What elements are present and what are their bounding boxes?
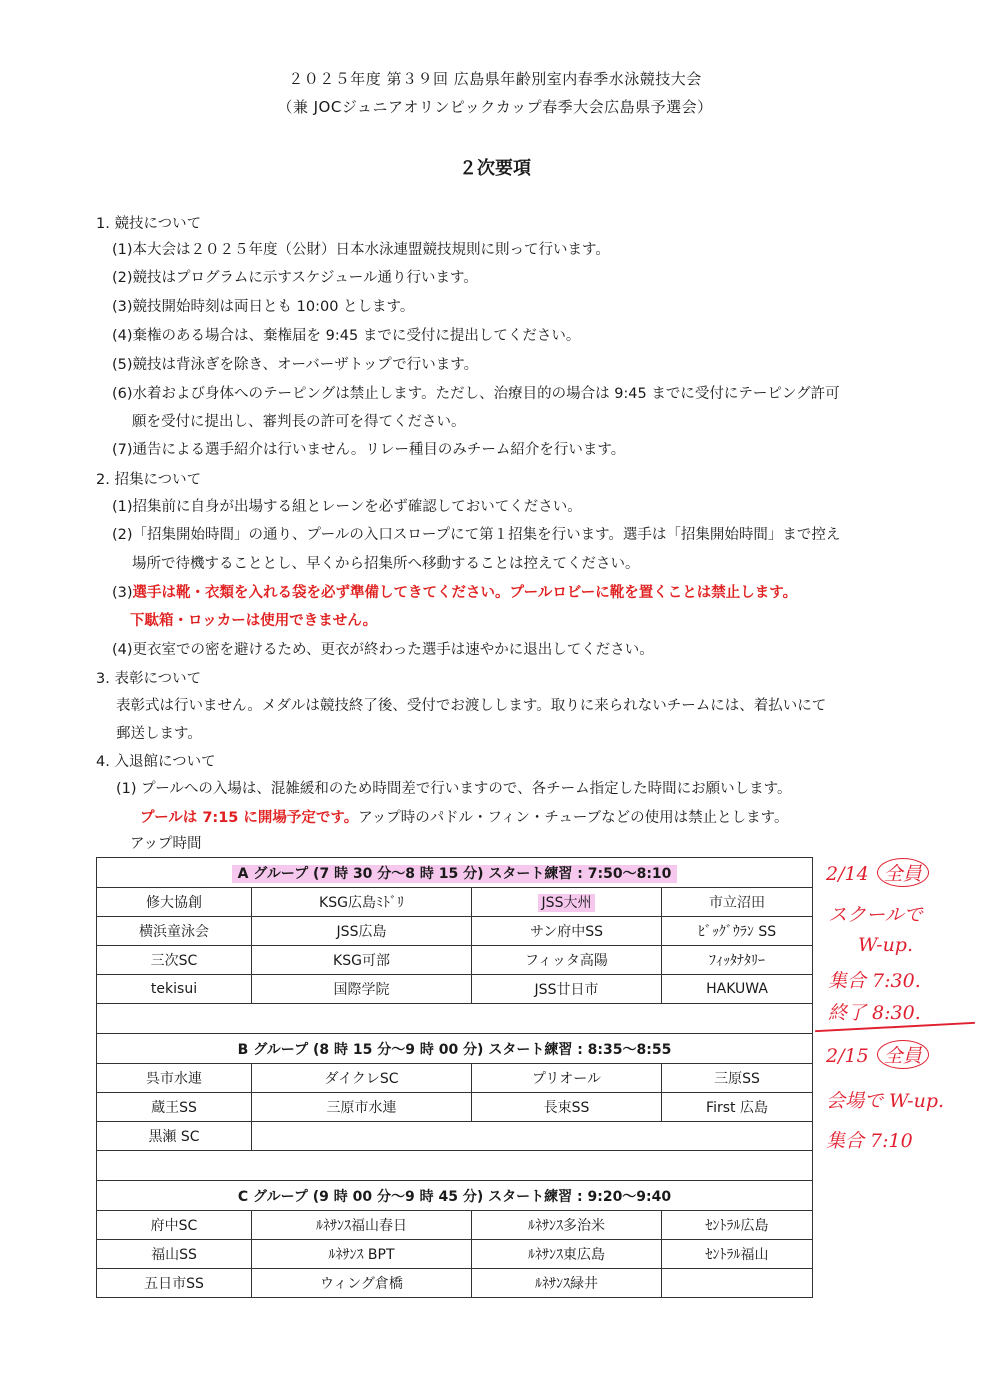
team-cell: [252, 1093, 472, 1122]
team-cell: [252, 1240, 472, 1269]
note-day1-line3: 集合 7:30.: [828, 970, 921, 992]
table-row: [97, 1122, 813, 1151]
team-cell: [472, 888, 662, 917]
team-cell: [472, 975, 662, 1004]
table-row: [97, 1093, 813, 1122]
section-line: [112, 240, 610, 260]
note-day1-line2: W-up.: [858, 934, 914, 956]
note-day1-line1: スクールで: [828, 904, 923, 926]
line-text: (5)競技は背泳ぎを除き、オーバーザトップで行います。: [112, 357, 479, 373]
group-header-cell: [97, 858, 813, 888]
team-name: HAKUWA: [706, 981, 768, 997]
team-cell: [472, 1240, 662, 1269]
team-name: 三原SS: [714, 1071, 760, 1087]
group-header-cell: [97, 1181, 813, 1211]
team-name: KSG広島ﾐﾄﾞﾘ: [319, 895, 404, 911]
team-name: ｾﾝﾄﾗﾙ福山: [705, 1247, 769, 1263]
group-header: B グループ (8 時 15 分〜9 時 00 分) スタート練習 : 8:35〜8:55: [237, 1041, 672, 1058]
table-row: [97, 946, 813, 975]
team-name: サン府中SS: [529, 924, 604, 940]
team-cell: [97, 917, 252, 946]
team-name: ｾﾝﾄﾗﾙ広島: [705, 1218, 769, 1234]
line-text: (3)競技開始時刻は両日とも 10:00 とします。: [112, 299, 415, 315]
note-day2-circled: 全員: [877, 1040, 929, 1069]
team-cell: [662, 975, 813, 1004]
line-text: (2)競技はプログラムに示すスケジュール通り行います。: [112, 270, 478, 286]
team-cell: [472, 1093, 662, 1122]
line-text: (1)招集前に自身が出場する組とレーンを必ず確認しておいてください。: [112, 499, 582, 515]
line-text: (7)通告による選手紹介は行いません。リレー種目のみチーム紹介を行います。: [112, 442, 626, 458]
team-cell: [97, 975, 252, 1004]
team-cell: [97, 1211, 252, 1240]
table-row: [97, 1064, 813, 1093]
line-text: 願を受付に提出し、審判長の許可を得てください。: [132, 414, 466, 430]
line-text: アップ時のパドル・フィン・チューブなどの使用は禁止とします。: [358, 810, 789, 826]
team-cell: [472, 1211, 662, 1240]
table-row: [97, 888, 813, 917]
team-name: JSS大州: [538, 894, 596, 912]
team-name: ﾙﾈｻﾝｽ東広島: [528, 1247, 605, 1263]
group-header: A グループ (7 時 30 分〜8 時 15 分) スタート練習 : 7:50〜8:10: [232, 865, 678, 883]
section-line: [116, 696, 826, 716]
team-cell: [97, 1122, 252, 1151]
section-line: [112, 440, 625, 460]
team-cell: [97, 1093, 252, 1122]
team-name: フィッタ高陽: [525, 953, 608, 969]
section-heading: 4. 入退館について: [96, 754, 216, 770]
line-text: 郵送します。: [116, 726, 202, 742]
note-day2-line2: 集合 7:10: [826, 1130, 913, 1152]
team-name: 三原市水連: [326, 1100, 397, 1116]
section-line: [112, 297, 414, 317]
team-name: JSS廿日市: [534, 982, 599, 998]
document-title: ２次要項: [459, 158, 531, 179]
line-text: (2)「招集開始時間」の通り、プールの入口スロープにて第１招集を行います。選手は「招集開始時間」まで控え: [112, 527, 841, 543]
table-row: [97, 917, 813, 946]
section-line: [132, 554, 640, 574]
team-cell: [662, 888, 813, 917]
team-name: ﾙﾈｻﾝｽ多治米: [528, 1218, 605, 1234]
line-prefix: (3): [112, 585, 133, 601]
spacer-row: [97, 1151, 813, 1181]
table-row: [97, 975, 813, 1004]
team-name: 三次SC: [150, 953, 198, 969]
team-name: First 広島: [706, 1100, 768, 1116]
schedule-table: [96, 857, 813, 1298]
team-cell: [252, 1064, 472, 1093]
section-line: [116, 724, 202, 744]
team-cell: [662, 1269, 813, 1298]
team-name: ダイクレSC: [324, 1071, 399, 1087]
team-cell: [252, 975, 472, 1004]
note-day1-circled: 全員: [877, 858, 929, 887]
table-row: [97, 1211, 813, 1240]
team-name: プリオール: [531, 1071, 602, 1087]
section-heading: 1. 競技について: [96, 216, 202, 232]
team-name: tekisui: [150, 981, 198, 997]
team-name: 呉市水連: [146, 1071, 202, 1087]
team-cell: [662, 1211, 813, 1240]
emphasis-text: 選手は靴・衣類を入れる袋を必ず準備してきてください。プールロビーに靴を置くことは禁止します。: [132, 585, 798, 601]
team-cell: [662, 917, 813, 946]
spacer-cell: [97, 1151, 813, 1181]
section-line: [132, 412, 466, 432]
team-name: 国際学院: [333, 982, 390, 998]
team-name: 福山SS: [151, 1247, 197, 1263]
team-cell: [662, 946, 813, 975]
team-name: 黒瀬 SC: [148, 1129, 200, 1145]
group-header-cell: [97, 1034, 813, 1064]
team-cell: [252, 1211, 472, 1240]
line-text: 表彰式は行いません。メダルは競技終了後、受付でお渡しします。取りに来られないチームには、着払いにて: [116, 698, 827, 714]
team-cell: [662, 1064, 813, 1093]
team-cell: [472, 1269, 662, 1298]
table-row: [97, 1240, 813, 1269]
line-text: (6)水着および身体へのテーピングは禁止します。ただし、治療目的の場合は 9:45 までに受付にテーピング許可: [112, 386, 840, 402]
team-cell: [97, 888, 252, 917]
team-name: ﾙﾈｻﾝｽ福山春日: [316, 1218, 407, 1234]
team-name: 横浜童泳会: [139, 924, 209, 940]
team-name: ﾙﾈｻﾝｽ緑井: [535, 1276, 598, 1292]
team-name: 蔵王SS: [151, 1100, 197, 1116]
section-line: [112, 583, 797, 603]
section-line: [112, 497, 582, 517]
team-cell: [252, 946, 472, 975]
section-line: [112, 640, 654, 660]
team-name: 五日市SS: [144, 1276, 204, 1292]
note-day1-line4: 終了 8:30.: [828, 1002, 921, 1024]
team-cell: [472, 917, 662, 946]
team-cell: [472, 946, 662, 975]
section-line: [112, 268, 478, 288]
group-header-row: [97, 1034, 813, 1064]
team-cell: [662, 1093, 813, 1122]
team-name: KSG可部: [333, 953, 390, 969]
table-caption: アップ時間: [130, 836, 202, 852]
team-name: 修大協創: [146, 895, 202, 911]
section-line: [112, 525, 840, 545]
team-name: 府中SC: [150, 1218, 198, 1234]
team-cell: [97, 1240, 252, 1269]
team-name: JSS広島: [336, 924, 387, 940]
note-day2-line1: 会場で W-up.: [826, 1090, 945, 1112]
line-text: (4)更衣室での密を避けるため、更衣が終わった選手は速やかに退出してください。: [112, 642, 654, 658]
team-name: ﾋﾞｯｸﾞｳﾗﾝ SS: [697, 924, 777, 940]
section-line: [116, 779, 791, 799]
section-line: [130, 611, 377, 631]
header-line-2: （兼 JOCジュニアオリンピックカップ春季大会広島県予選会）: [277, 98, 713, 116]
team-cell: [97, 1064, 252, 1093]
note-day2-heading: 2/15 全員: [826, 1040, 929, 1069]
team-name: 長束SS: [543, 1100, 590, 1116]
team-cell: [252, 888, 472, 917]
group-header: C グループ (9 時 00 分〜9 時 45 分) スタート練習 : 9:20〜9:40: [237, 1188, 672, 1205]
team-cell: [472, 1064, 662, 1093]
line-text: 場所で待機することとし、早くから招集所へ移動することは控えてください。: [132, 556, 640, 572]
line-text: (1)本大会は２０２５年度（公財）日本水泳連盟競技規則に則って行います。: [112, 242, 610, 258]
team-cell: [252, 1269, 472, 1298]
group-header-row: [97, 858, 813, 888]
spacer-cell: [97, 1004, 813, 1034]
line-text: (1) プールへの入場は、混雑緩和のため時間差で行いますので、各チーム指定した時間にお願いします。: [116, 781, 792, 797]
team-cell: [252, 1122, 813, 1151]
team-name: ウィング倉橋: [320, 1276, 403, 1292]
group-header-row: [97, 1181, 813, 1211]
section-line: [112, 326, 580, 346]
team-cell: [97, 1269, 252, 1298]
team-name: 市立沼田: [709, 895, 765, 911]
spacer-row: [97, 1004, 813, 1034]
section-line: [112, 384, 840, 404]
team-cell: [662, 1240, 813, 1269]
line-text: (4)棄権のある場合は、棄権届を 9:45 までに受付に提出してください。: [112, 328, 581, 344]
emphasis-text: プールは 7:15 に開場予定です。: [140, 810, 359, 826]
section-heading: 2. 招集について: [96, 472, 202, 488]
section-heading: 3. 表彰について: [96, 671, 202, 687]
header-line-1: ２０２５年度 第３９回 広島県年齢別室内春季水泳競技大会: [288, 70, 702, 88]
team-cell: [252, 917, 472, 946]
note-day1-heading: 2/14 全員: [826, 858, 929, 887]
section-line: [140, 808, 789, 828]
team-cell: [97, 946, 252, 975]
team-name: ﾌｨｯﾀﾅﾀﾘｰ: [709, 953, 765, 969]
table-row: [97, 1269, 813, 1298]
team-name: ﾙﾈｻﾝｽ BPT: [328, 1247, 395, 1263]
section-line: [112, 355, 478, 375]
emphasis-text: 下駄箱・ロッカーは使用できません。: [130, 613, 378, 629]
